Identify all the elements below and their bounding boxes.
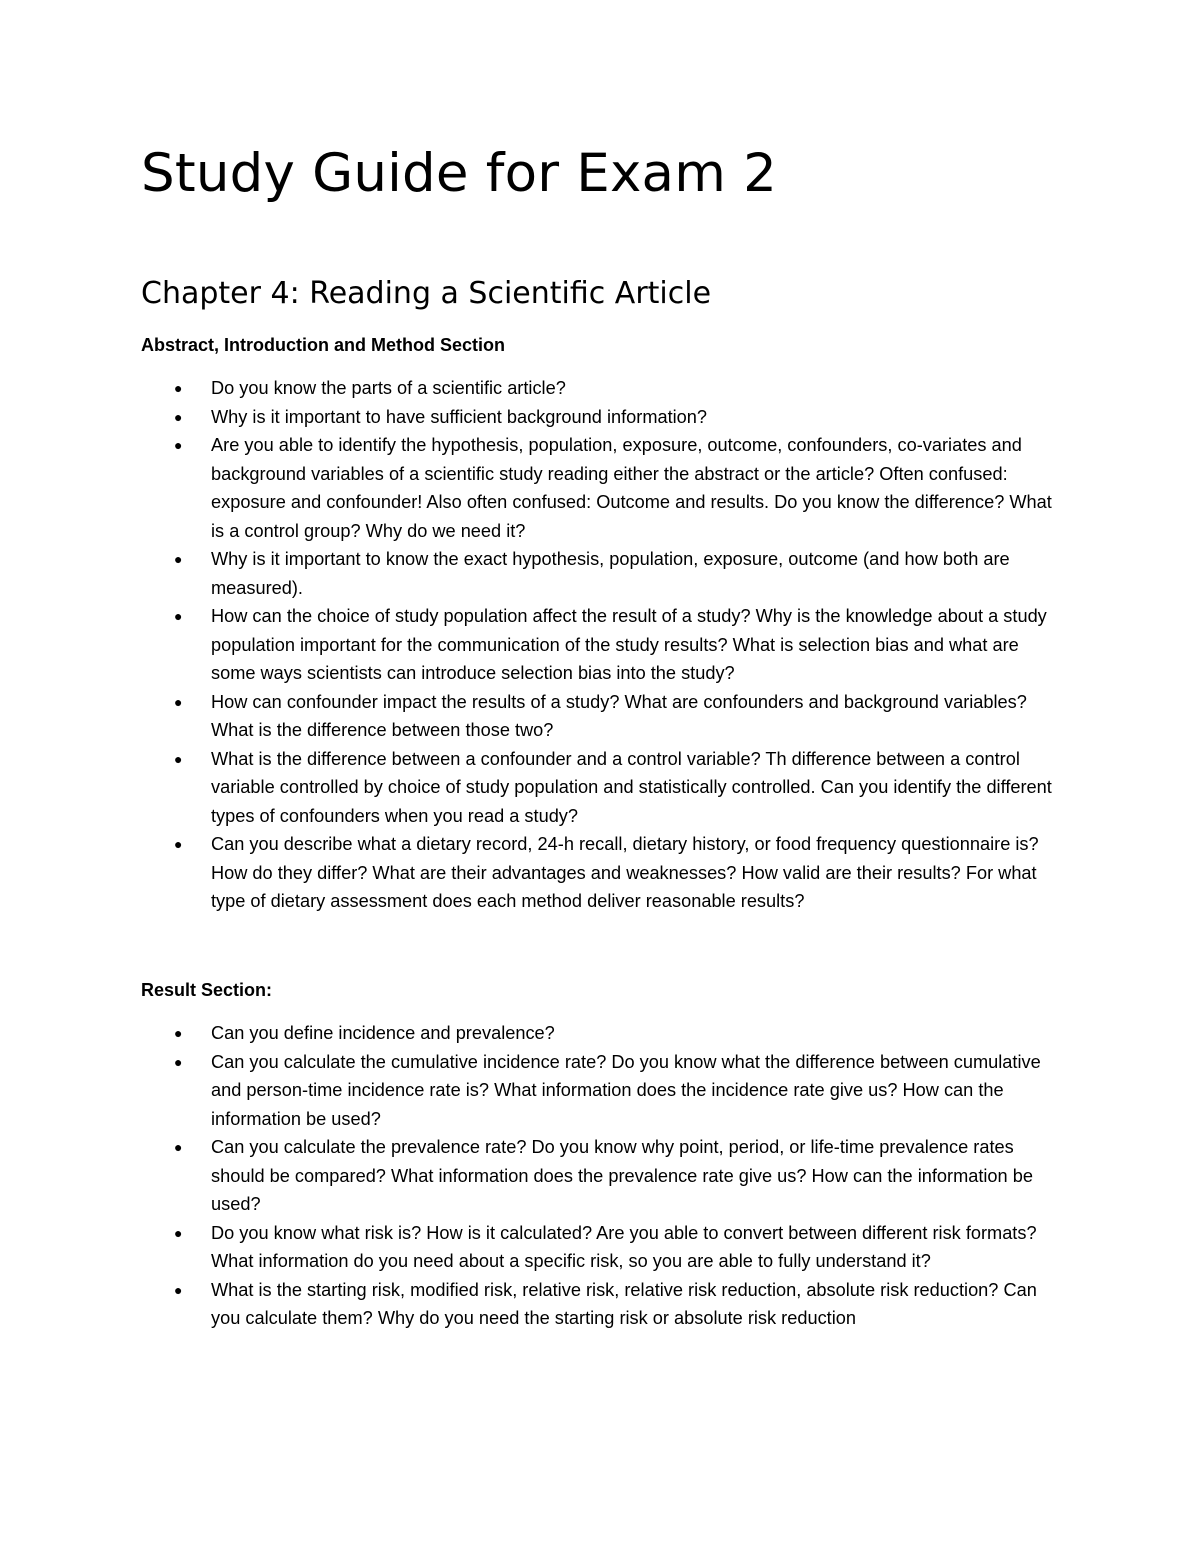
list-item-text: Can you calculate the cumulative incidence rate? Do you know what the difference between cumulative and person-time incidence rate is? What information does the incidence rate give us? How can the information be used?	[211, 1051, 1041, 1129]
list-item	[168, 1133, 1068, 1219]
list-item-text: Why is it important to know the exact hypothesis, population, exposure, outcome (and how both are measured).	[211, 549, 1010, 598]
list-item	[168, 1276, 1068, 1333]
list-item-text: Why is it important to have sufficient background information?	[211, 406, 708, 427]
bullet-icon: ●	[174, 437, 183, 453]
bullet-icon: ●	[174, 551, 183, 567]
list-item-text: How can confounder impact the results of a study? What are confounders and background variables? What is the difference between those two?	[211, 691, 1027, 740]
document-title: Study Guide for Exam 2	[141, 143, 778, 204]
chapter-heading: Chapter 4: Reading a Scientific Article	[141, 276, 712, 311]
bullet-icon: ●	[174, 1139, 183, 1155]
list-item-text: What is the difference between a confounder and a control variable? Th difference between a control variable controlled by choice of study population and statistically controlled. Can you identify the different types of confounders when you read a study?	[211, 748, 1052, 826]
list-item	[168, 545, 1068, 602]
list-item	[168, 1048, 1068, 1134]
list-item	[168, 403, 1068, 432]
list-item	[168, 431, 1068, 545]
bullet-icon: ●	[174, 380, 183, 396]
bullet-icon: ●	[174, 1025, 183, 1041]
list-item	[168, 745, 1068, 831]
bullet-list-abstract	[168, 374, 1068, 916]
section-heading-abstract: Abstract, Introduction and Method Section	[141, 335, 505, 355]
list-item	[168, 374, 1068, 403]
list-item-text: Do you know what risk is? How is it calculated? Are you able to convert between different risk formats? What information do you need about a specific risk, so you are able to fully understand it?	[211, 1222, 1037, 1271]
list-item-text: Can you calculate the prevalence rate? Do you know why point, period, or life-time prevalence rates should be compared? What information does the prevalence rate give us? How can the information be used?	[211, 1137, 1033, 1214]
bullet-icon: ●	[174, 1281, 183, 1298]
bullet-list-results	[168, 1019, 1068, 1333]
list-item-text: Do you know the parts of a scientific article?	[211, 378, 566, 398]
bullet-icon: ●	[174, 1224, 183, 1241]
bullet-icon: ●	[174, 693, 183, 710]
list-item	[168, 1019, 1068, 1048]
list-item-text: Can you describe what a dietary record, 24-h recall, dietary history, or food frequency questionnaire is? How do they differ? What are their advantages and weaknesses? How valid are their results? For what type of dietary assessment does each method deliver reasonable results?	[211, 834, 1039, 911]
bullet-icon: ●	[174, 1053, 183, 1070]
list-item-text: What is the starting risk, modified risk, relative risk, relative risk reduction, absolute risk reduction? Can you calculate them? Why do you need the starting risk or absolute risk reduction	[211, 1279, 1037, 1328]
list-item-text: How can the choice of study population affect the result of a study? Why is the knowledge about a study population important for the communication of the study results? What is selection bias and what are some ways scientists can introduce selection bias into the study?	[211, 606, 1047, 683]
list-item-text: Can you define incidence and prevalence?	[211, 1023, 555, 1043]
bullet-icon: ●	[174, 408, 183, 425]
list-item	[168, 602, 1068, 688]
list-item	[168, 688, 1068, 745]
section-heading-results: Result Section:	[141, 980, 273, 1000]
bullet-icon: ●	[174, 836, 183, 852]
list-item	[168, 830, 1068, 916]
list-item	[168, 1219, 1068, 1276]
bullet-icon: ●	[174, 608, 183, 624]
list-item-text: Are you able to identify the hypothesis, population, exposure, outcome, confounders, co-variates and background variables of a scientific study reading either the abstract or the article? Often confused: exposure and confounder! Also often confused: Outcome and results. Do you know the difference? What is a control group? Why do we need it?	[211, 435, 1052, 541]
bullet-icon: ●	[174, 750, 183, 767]
